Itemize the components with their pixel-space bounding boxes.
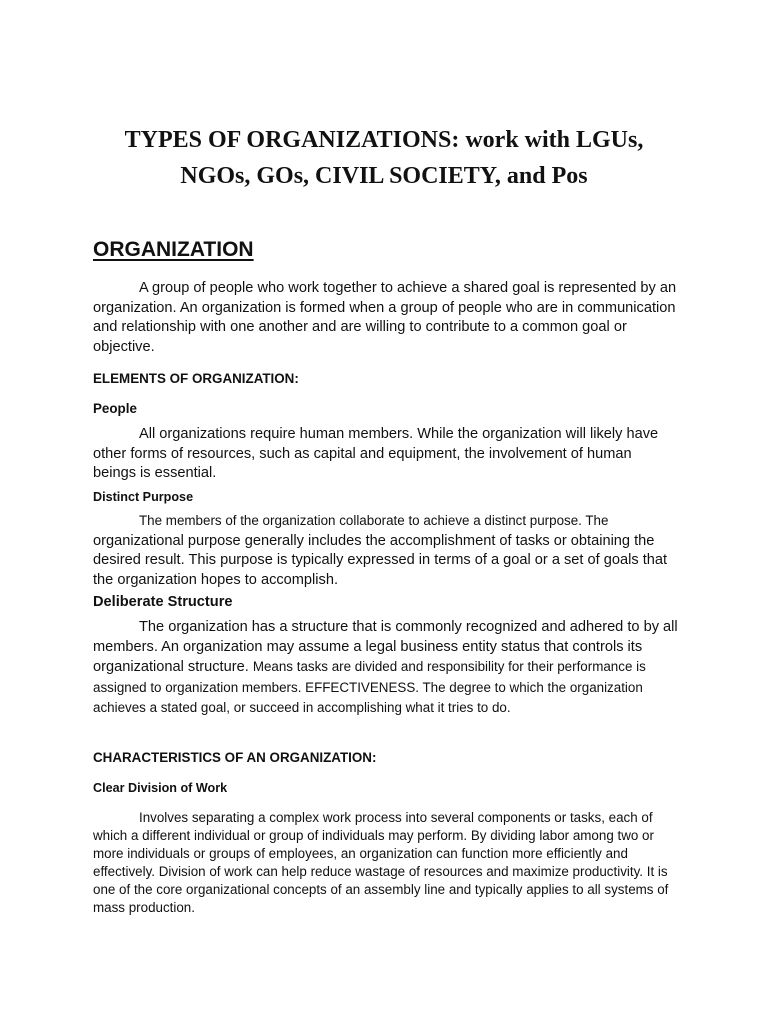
title-line-1: TYPES OF ORGANIZATIONS: work with LGUs, — [124, 127, 644, 153]
section-heading-organization: ORGANIZATION — [93, 238, 254, 261]
characteristics-heading: CHARACTERISTICS OF AN ORGANIZATION: — [93, 750, 377, 765]
intro-paragraph: A group of people who work together to achieve a shared goal is represented by an organization. An organization is formed when a group of people who are in communication and relationship with one another and are willing to contribute to a common goal or objective. — [93, 280, 677, 355]
clear-division-paragraph: Involves separating a complex work process into several components or tasks, each of which a different individual or group of individuals may perform. By dividing labor among two or more individuals or groups of employees, an organization can function more efficiently and effectively. Division of work can help reduce wastage of resources and maximize productivity. It is one of the core organizational concepts of an assembly line and typically applies to all systems of mass production. — [93, 810, 669, 915]
deliberate-structure-heading: Deliberate Structure — [93, 594, 233, 610]
clear-division-heading: Clear Division of Work — [93, 781, 228, 795]
people-paragraph: All organizations require human members. While the organization will likely have other forms of resources, such as capital and equipment, the involvement of human beings is essential. — [93, 426, 659, 481]
deliberate-structure-part-1: The organization has a structure that is commonly recognized and adhered to by all members. An organization may assume a legal business entity status that controls its organizational structure. — [93, 619, 678, 675]
distinct-purpose-first-line: The members of the organization collaborate to achieve a distinct purpose. The — [139, 513, 609, 528]
elements-heading: ELEMENTS OF ORGANIZATION: — [93, 371, 299, 386]
deliberate-structure-paragraph — [93, 618, 678, 719]
document-title — [60, 122, 708, 194]
deliberate-structure-part-2: Means tasks are divided and responsibility for their performance is assigned to organization members. EFFECTIVENESS. The degree to which the organization achieves a stated goal, or succeed in accomplishing what it tries to do. — [93, 659, 646, 715]
people-heading: People — [93, 401, 137, 416]
distinct-purpose-heading: Distinct Purpose — [93, 490, 194, 504]
distinct-purpose-paragraph — [93, 511, 678, 590]
title-line-2: NGOs, GOs, CIVIL SOCIETY, and Pos — [180, 163, 588, 189]
distinct-purpose-rest: organizational purpose generally includes the accomplishment of tasks or obtaining the desired result. This purpose is typically expressed in terms of a goal or a set of goals that the organization hopes to accomplish. — [93, 532, 668, 588]
